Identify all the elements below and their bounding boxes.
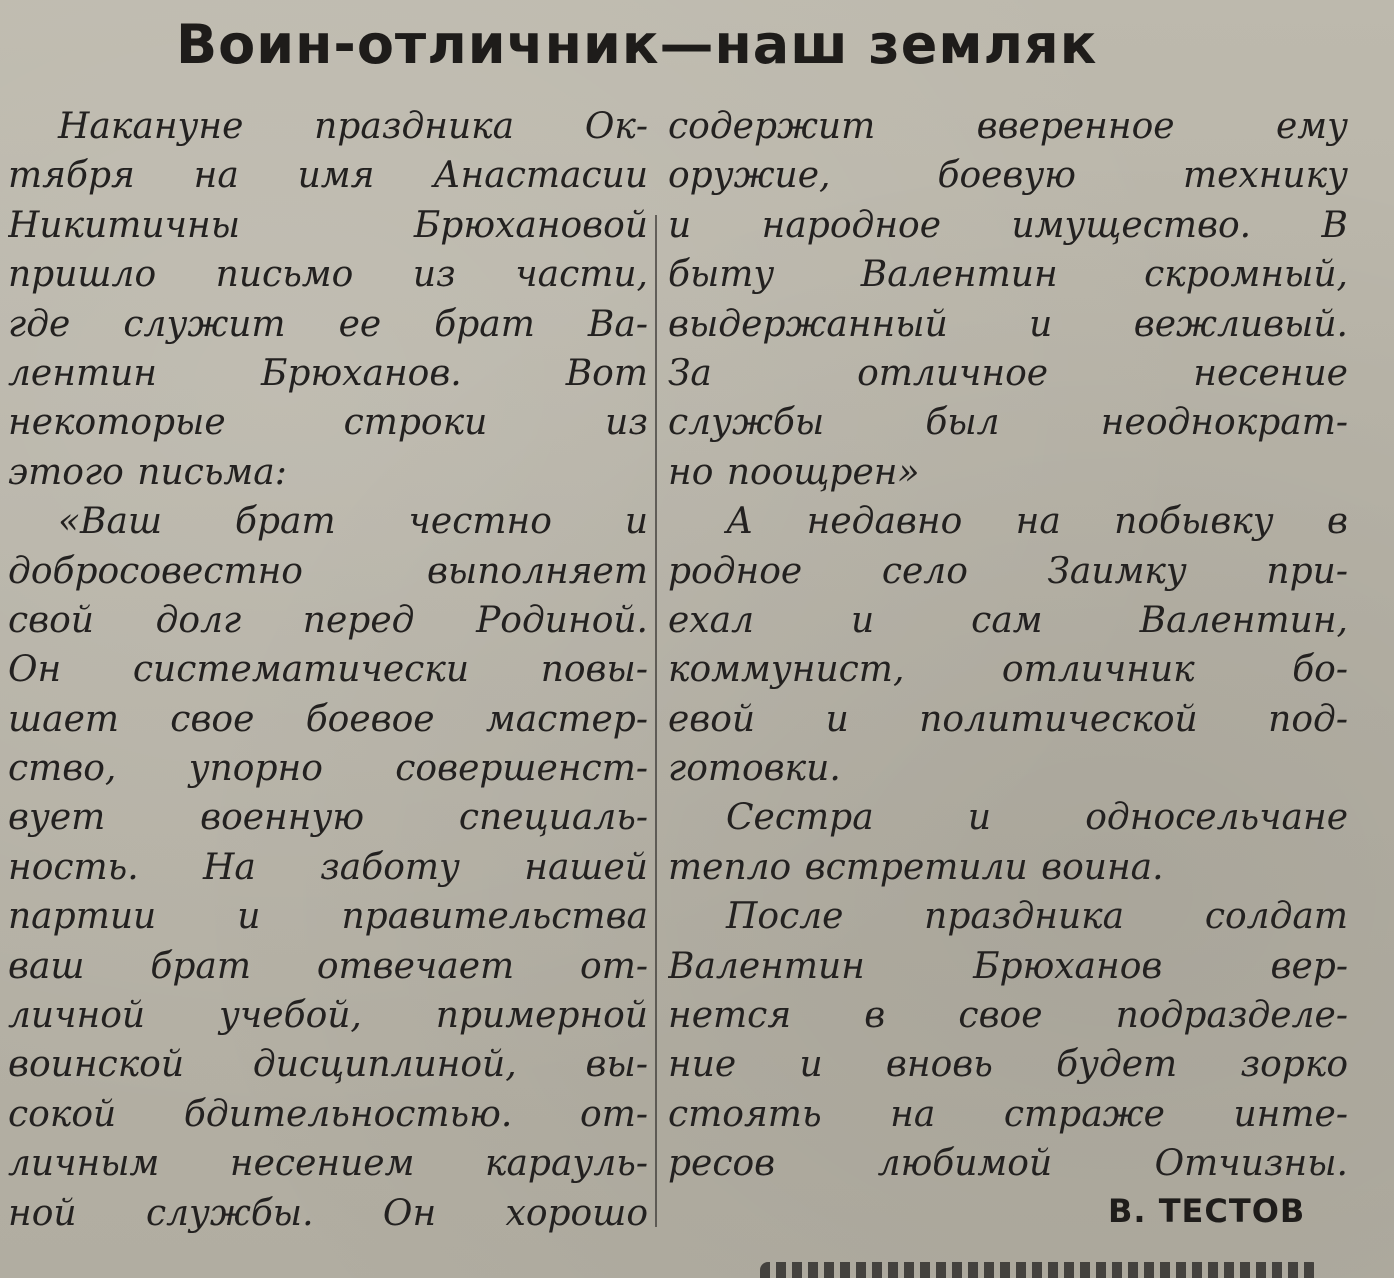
right-line: родное село Заимку при- [668,550,1348,592]
right-line: готовки. [668,748,841,790]
right-line: Сестра и односельчане [726,797,1348,839]
right-line: и народное имущество. В [668,204,1348,246]
left-line: тября на имя Анастасии [8,155,648,197]
right-column [668,102,1348,1189]
right-line: но поощрен» [668,451,920,493]
left-line: личным несением карауль- [8,1143,648,1185]
right-line: выдержанный и вежливый. [668,303,1348,345]
right-line: евой и политической под- [668,698,1348,740]
left-line: лентин Брюханов. Вот [8,352,648,394]
left-line: сокой бдительностью. от- [8,1093,648,1135]
left-line: ность. На заботу нашей [8,846,648,888]
right-line: За отличное несение [668,352,1348,394]
left-line: вует военную специаль- [8,797,648,839]
left-line: воинской дисциплиной, вы- [8,1044,648,1086]
left-line: этого письма: [8,451,287,493]
left-line: ство, упорно совершенст- [8,748,648,790]
right-line: быту Валентин скромный, [668,254,1348,296]
left-line: личной учебой, примерной [8,995,648,1037]
right-line: нется в свое подразделе- [668,995,1348,1037]
left-line: ваш брат отвечает от- [8,945,648,987]
right-line: ресов любимой Отчизны. [668,1143,1348,1185]
right-line: коммунист, отличник бо- [668,649,1348,691]
left-line: добросовестно выполняет [8,550,648,592]
left-line: ной службы. Он хорошо [8,1192,648,1234]
left-line: пришло письмо из части, [8,254,648,296]
left-line: Никитичны Брюхановой [8,204,648,246]
left-line: где служит ее брат Ва- [8,303,648,345]
right-line: Валентин Брюханов вер- [668,945,1348,987]
author-signature: В. ТЕСТОВ [1108,1192,1306,1230]
right-line: тепло встретили воина. [668,846,1164,888]
right-line: стоять на страже инте- [668,1093,1348,1135]
right-line: А недавно на побывку в [726,501,1348,543]
right-line: содержит вверенное ему [668,106,1348,147]
decorative-border [760,1262,1320,1278]
right-line: службы был неоднократ- [668,402,1348,444]
left-line: Накануне праздника Ок- [58,106,648,147]
left-line: «Ваш брат честно и [58,501,648,543]
right-line: После праздника солдат [726,896,1348,938]
right-line: ние и вновь будет зорко [668,1044,1348,1086]
left-line: партии и правительства [8,896,648,938]
left-line: свой долг перед Родиной. [8,599,648,641]
right-line: оружие, боевую технику [668,155,1348,197]
column-divider [655,215,657,1227]
left-line: некоторые строки из [8,402,648,444]
left-line: Он систематически повы- [8,649,648,691]
article-headline: Воин-отличник—наш земляк [176,13,1098,76]
left-line: шает свое боевое мастер- [8,698,648,740]
left-column [8,102,648,1238]
right-line: ехал и сам Валентин, [668,599,1348,641]
